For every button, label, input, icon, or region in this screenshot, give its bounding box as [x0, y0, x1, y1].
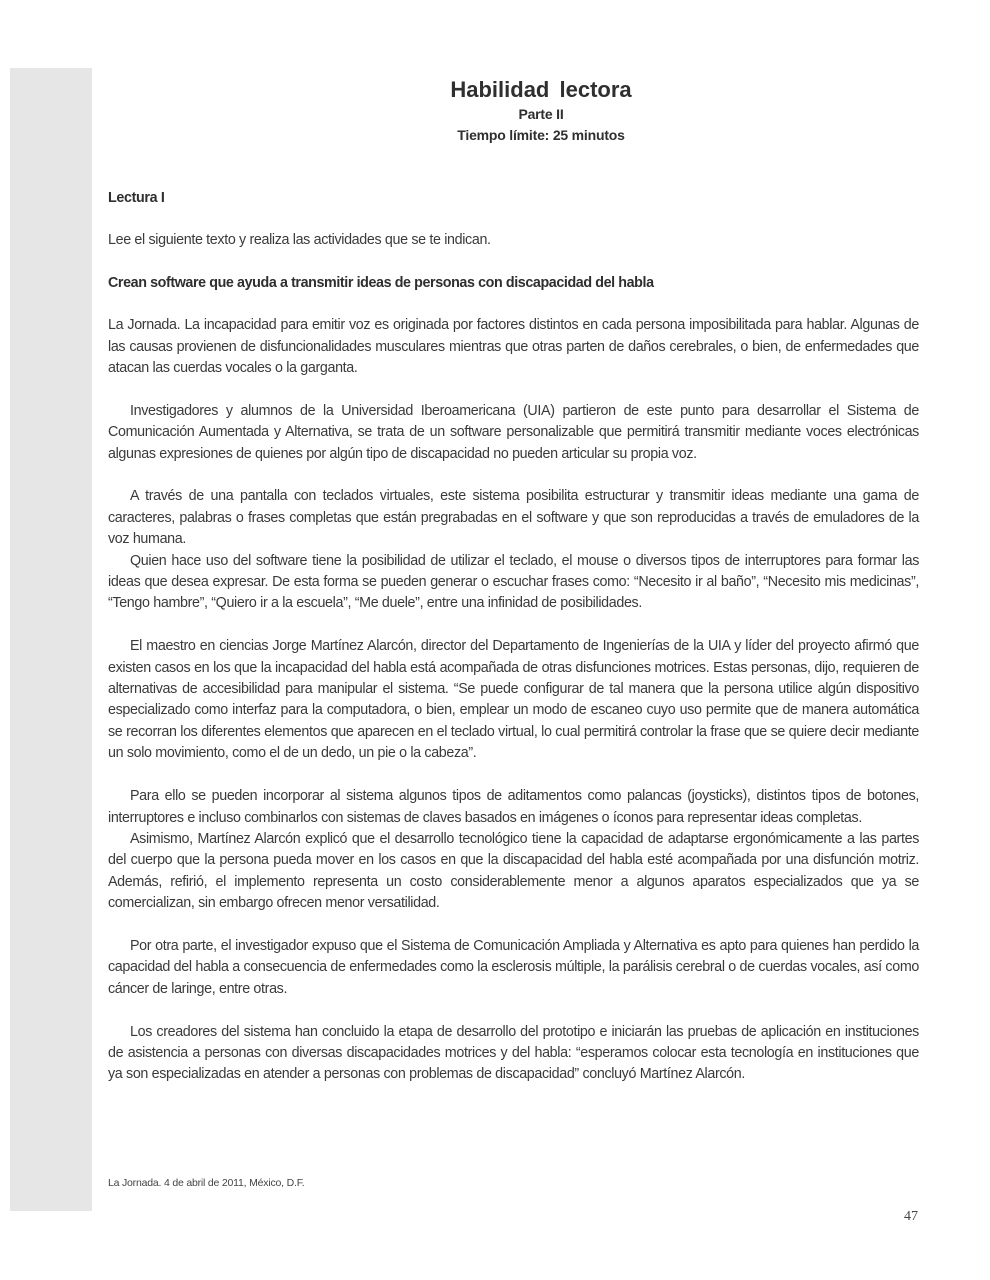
page-title: Habilidad lectora — [450, 77, 632, 102]
article-paragraph: Para ello se pueden incorporar al sistema algunos tipos de aditamentos como palancas (joysticks), distintos tipos de botones, interruptores e incluso combinarlos con sistemas de claves basados en imágenes o íconos para representar ideas completas. — [108, 788, 919, 826]
article-paragraph: La Jornada. La incapacidad para emitir voz es originada por factores distintos en cada persona imposibilitada para hablar. Algunas de las causas provienen de disfuncionalidades musculares mientras que otras parten de daños cerebrales, o bien, de enfermedades que atacan las cuerdas vocales o la garganta. — [108, 317, 919, 377]
article-paragraph: Investigadores y alumnos de la Universidad Iberoamericana (UIA) partieron de este punto para desarrollar el Sistema de Comunicación Aumentada y Alternativa, se trata de un software personalizable que permitirá transmitir mediante voces electrónicas algunas expresiones de quienes por algún tipo de discapacidad no pueden articular su propia voz. — [108, 402, 919, 462]
article-paragraph: Asimismo, Martínez Alarcón explicó que el desarrollo tecnológico tiene la capacidad de adaptarse ergonómicamente a las partes del cuerpo que la persona pueda mover en los casos en que la discapacidad del habla esté acompañada por una disfunción motriz. Además, refirió, el implemento representa un costo considerablemente menor a algunos aparatos especializados que ya se comercializan, sin embargo ofrecen menor versatilidad. — [108, 830, 919, 912]
article-paragraph: Quien hace uso del software tiene la posibilidad de utilizar el teclado, el mouse o diversos tipos de interruptores para formar las ideas que desea expresar. De esta forma se pueden generar o escuchar frases como: “Necesito ir al baño”, “Necesito mis medicinas”, “Tengo hambre”, “Quiero ir a la escuela”, “Me duele”, entre una infinidad de posibilidades. — [108, 552, 919, 612]
article-headline: Crean software que ayuda a transmitir ideas de personas con discapacidad del habla — [108, 274, 654, 291]
reading-body — [108, 188, 919, 1086]
article-paragraph: Los creadores del sistema han concluido la etapa de desarrollo del prototipo e iniciarán las pruebas de aplicación en instituciones de asistencia a personas con diversas discapacidades motrices y del habla: “esperamos colocar esta tecnología en instituciones que ya son especializadas en atender a personas con problemas de discapacidad” concluyó Martínez Alarcón. — [108, 1023, 919, 1083]
page-subtitle: Parte II — [518, 106, 564, 122]
page-header — [92, 76, 990, 146]
margin-band — [10, 68, 92, 1211]
instruction-text: Lee el siguiente texto y realiza las actividades que se te indican. — [108, 232, 491, 249]
article-paragraph: El maestro en ciencias Jorge Martínez Alarcón, director del Departamento de Ingenierías de la UIA y líder del proyecto afirmó que existen casos en los que la incapacidad del habla está acompañada de otras disfunciones motrices. Estas personas, dijo, requieren de alternativas de accesibilidad para manipular el sistema. “Se puede configurar de tal manera que la persona utilice algún dispositivo especializado como interfaz para la computadora, o bien, emplear un modo de escaneo cuyo uso permite que de manera automática se recorran los diferentes elementos que aparecen en el teclado virtual, lo cual permitirá controlar la frase que se quiere decir mediante un solo movimiento, como el de un dedo, un pie o la cabeza”. — [108, 638, 919, 762]
section-label: Lectura I — [108, 190, 165, 206]
source-citation: La Jornada. 4 de abril de 2011, México, D.F. — [108, 1177, 305, 1189]
article-paragraph: Por otra parte, el investigador expuso que el Sistema de Comunicación Ampliada y Alternativa es apto para quienes han perdido la capacidad del habla a consecuencia de enfermedades como la esclerosis múltiple, la parálisis cerebral o de cuerdas vocales, así como cáncer de laringe, entre otras. — [108, 937, 919, 997]
time-limit: Tiempo límite: 25 minutos — [457, 127, 625, 143]
page-number: 47 — [904, 1209, 918, 1224]
article-paragraph: A través de una pantalla con teclados virtuales, este sistema posibilita estructurar y transmitir ideas mediante una gama de caracteres, palabras o frases completas que están pregrabadas en el software y que son reproducidas a través de emuladores de la voz humana. — [108, 488, 919, 548]
